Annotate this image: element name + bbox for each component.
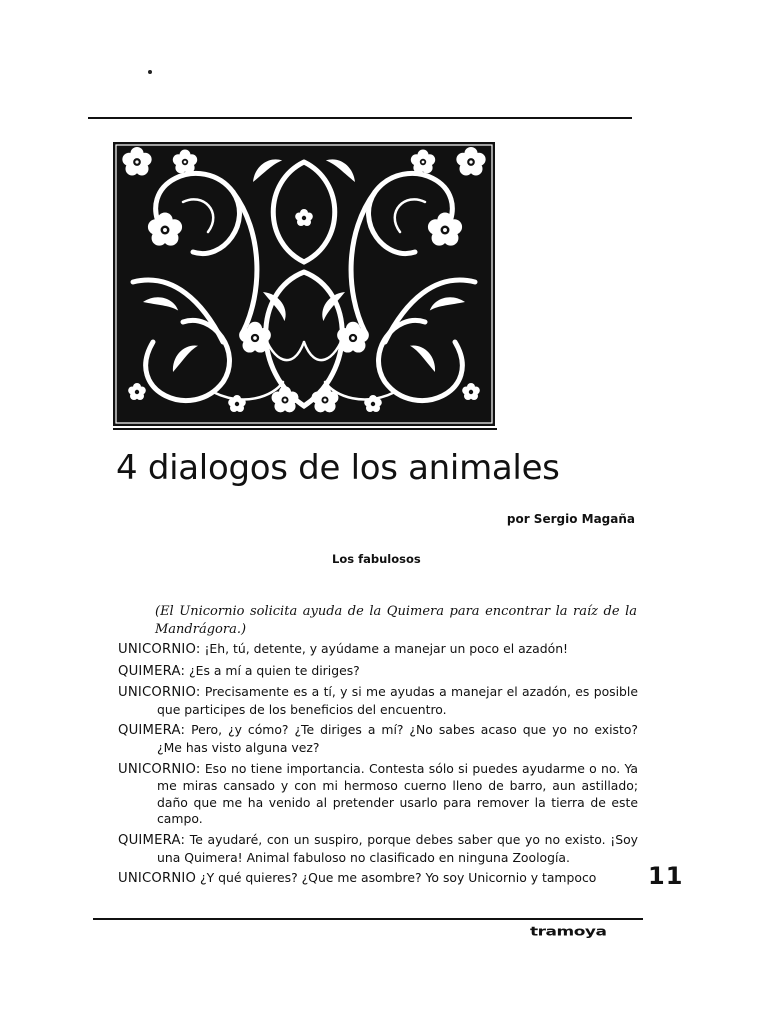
bottom-rule: [93, 918, 643, 920]
dialog-line: [118, 641, 638, 659]
dialog-text: Precisamente es a tí, y si me ayudas a manejar el azadón, es posible que participes de los beneficios del encuentro.: [157, 684, 638, 717]
dialog-text: ¿Es a mí a quien te diriges?: [189, 662, 360, 678]
dialog-line: [118, 684, 638, 718]
dialog-body: [118, 641, 638, 892]
dialog-line: [118, 663, 638, 681]
ornament-rule: [113, 428, 497, 430]
section-heading: Los fabulosos: [332, 552, 421, 566]
speaker-label: QUIMERA:: [118, 723, 186, 739]
dialog-text: Te ayudaré, con un suspiro, porque debes saber que yo no existo. ¡Soy una Quimera! Animal fabuloso no clasificado en ninguna Zoología.: [157, 831, 638, 865]
speaker-label: QUIMERA:: [118, 663, 186, 679]
dialog-line: [118, 870, 638, 888]
article-title: 4 dialogos de los animales: [116, 448, 560, 488]
author-byline: por Sergio Magaña: [506, 512, 635, 526]
speaker-label: UNICORNIO:: [118, 685, 201, 701]
speaker-label: UNICORNIO:: [118, 761, 201, 777]
page-number: 11: [648, 862, 684, 890]
publication-logo: tramoya: [530, 924, 607, 939]
dialog-text: ¡Eh, tú, detente, y ayúdame a manejar un poco el azadón!: [204, 641, 569, 656]
speaker-label: UNICORNIO:: [118, 642, 201, 657]
dialog-line: [118, 832, 638, 866]
stage-direction: (El Unicornio solicita ayuda de la Quimera para encontrar la raíz de la Mandrágora.): [155, 604, 637, 637]
dialog-line: [118, 761, 638, 828]
stray-mark: [148, 70, 152, 74]
floral-arabesque-icon: [113, 142, 495, 426]
dialog-line: [118, 722, 638, 756]
dialog-text: Pero, ¿y cómo? ¿Te diriges a mí? ¿No sabes acaso que yo no existo? ¿Me has visto alguna vez?: [157, 722, 638, 755]
speaker-label: UNICORNIO: [118, 871, 197, 887]
speaker-label: QUIMERA:: [118, 832, 186, 848]
dialog-text: ¿Y qué quieres? ¿Que me asombre? Yo soy Unicornio y tampoco: [200, 870, 597, 886]
dialog-text: Eso no tiene importancia. Contesta sólo si puedes ayudarme o no. Ya me miras cansado y con mi hermoso cuerno lleno de barro, aun astillado; daño que me ha venido al pretender usarlo para remover la tierra de este campo.: [157, 760, 638, 827]
top-rule: [88, 117, 632, 119]
